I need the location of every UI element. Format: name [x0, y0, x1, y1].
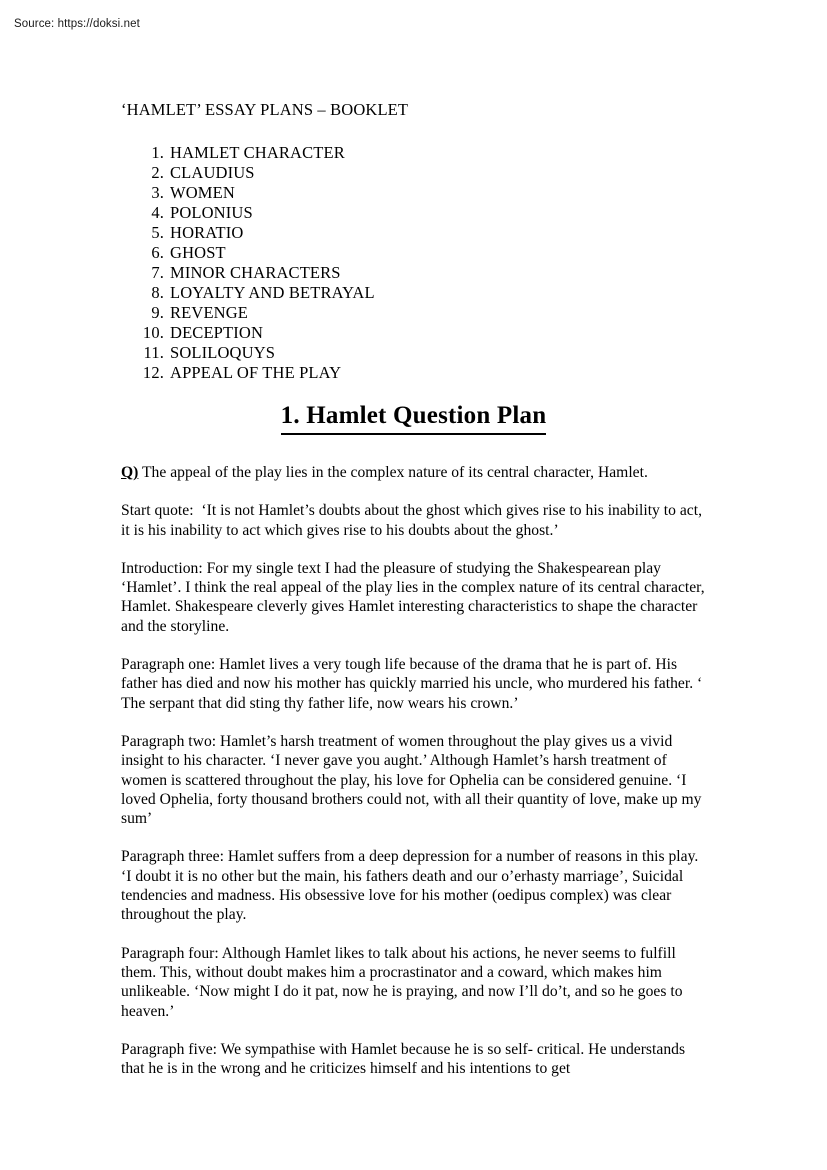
- list-item: [121, 303, 706, 323]
- list-item-label: POLONIUS: [170, 203, 253, 222]
- list-item-number: 8.: [151, 283, 164, 302]
- list-item: [121, 323, 706, 343]
- document-page: [121, 0, 709, 1078]
- document-title: ‘HAMLET’ ESSAY PLANS – BOOKLET: [121, 100, 409, 119]
- paragraph-start-quote: Start quote: ‘It is not Hamlet’s doubts about the ghost which gives rise to his inability to act, it is his inability to act which gives rise to his doubts about the ghost.’: [121, 502, 706, 539]
- question-label: Q): [121, 464, 139, 481]
- list-item-label: WOMEN: [170, 183, 235, 202]
- list-item: [121, 343, 706, 363]
- question-line: [121, 435, 706, 482]
- list-item-label: CLAUDIUS: [170, 163, 255, 182]
- list-item-number: 11.: [143, 343, 164, 362]
- list-item-label: MINOR CHARACTERS: [170, 263, 341, 282]
- list-item-label: HAMLET CHARACTER: [170, 143, 345, 162]
- list-item-number: 9.: [151, 303, 164, 322]
- source-watermark: Source: https://doksi.net: [14, 18, 140, 30]
- list-item-number: 3.: [151, 183, 164, 202]
- list-item-number: 12.: [142, 363, 164, 382]
- paragraph-five: Paragraph five: We sympathise with Hamlet because he is so self- critical. He understands that he is in the wrong and he criticizes himself and his intentions to get: [121, 1040, 689, 1078]
- list-item: [121, 223, 706, 243]
- list-item-number: 4.: [151, 203, 164, 222]
- list-item: [121, 143, 706, 163]
- paragraph-one: Paragraph one: Hamlet lives a very tough life because of the drama that he is part of. His father has died and now his mother has quickly married his uncle, who murdered his father. ‘ The serpant that did sting thy father life, now wears his crown.’: [121, 656, 706, 712]
- list-item-number: 5.: [151, 223, 164, 242]
- list-item: [121, 243, 706, 263]
- section-heading: [121, 400, 706, 435]
- list-item-label: APPEAL OF THE PLAY: [170, 363, 342, 382]
- section-heading-text: 1. Hamlet Question Plan: [281, 400, 547, 435]
- list-item: [121, 183, 706, 203]
- question-text: The appeal of the play lies in the complex nature of its central character, Hamlet.: [138, 464, 648, 481]
- paragraph-two: Paragraph two: Hamlet’s harsh treatment of women throughout the play gives us a vivid insight to his character. ‘I never gave you aught.’ Although Hamlet’s harsh treatment of women is scattered throughout the play, his love for Ophelia can be considered genuine. ‘I loved Ophelia, forty thousand brothers could not, with all their quantity of love, make up my sum’: [121, 732, 706, 828]
- list-item-number: 10.: [142, 323, 164, 342]
- list-item-number: 7.: [151, 263, 164, 282]
- list-item-number: 1.: [151, 143, 164, 162]
- list-item-label: REVENGE: [170, 303, 249, 322]
- paragraph-four: Paragraph four: Although Hamlet likes to talk about his actions, he never seems to fulfill them. This, without doubt makes him a procrastinator and a coward, which makes him unlikeable. ‘Now might I do it pat, now he is praying, and now I’ll do’t, and so he goes to heaven.’: [121, 944, 687, 1020]
- contents-list: [121, 143, 706, 383]
- paragraph-introduction: Introduction: For my single text I had the pleasure of studying the Shakespearean play ‘Hamlet’. I think the real appeal of the play lies in the complex nature of its central character, Hamlet. Shakespeare cleverly gives Hamlet interesting characteristics to shape the character and the storyline.: [121, 559, 709, 635]
- list-item-label: LOYALTY AND BETRAYAL: [170, 283, 375, 302]
- list-item-label: GHOST: [170, 243, 226, 262]
- list-item-number: 2.: [151, 163, 164, 182]
- list-item-label: SOLILOQUYS: [170, 343, 276, 362]
- list-item-number: 6.: [151, 243, 164, 262]
- list-item: [121, 263, 706, 283]
- list-item-label: HORATIO: [170, 223, 244, 242]
- list-item: [121, 203, 706, 223]
- list-item: [121, 363, 706, 383]
- list-item: [121, 163, 706, 183]
- list-item: [121, 283, 706, 303]
- list-item-label: DECEPTION: [170, 323, 264, 342]
- paragraph-three: Paragraph three: Hamlet suffers from a deep depression for a number of reasons in this play. ‘I doubt it is no other but the main, his fathers death and our o’erhasty marriage’, Suicidal tendencies and madness. His obsessive love for his mother (oedipus complex) was clear throughout the play.: [121, 848, 703, 924]
